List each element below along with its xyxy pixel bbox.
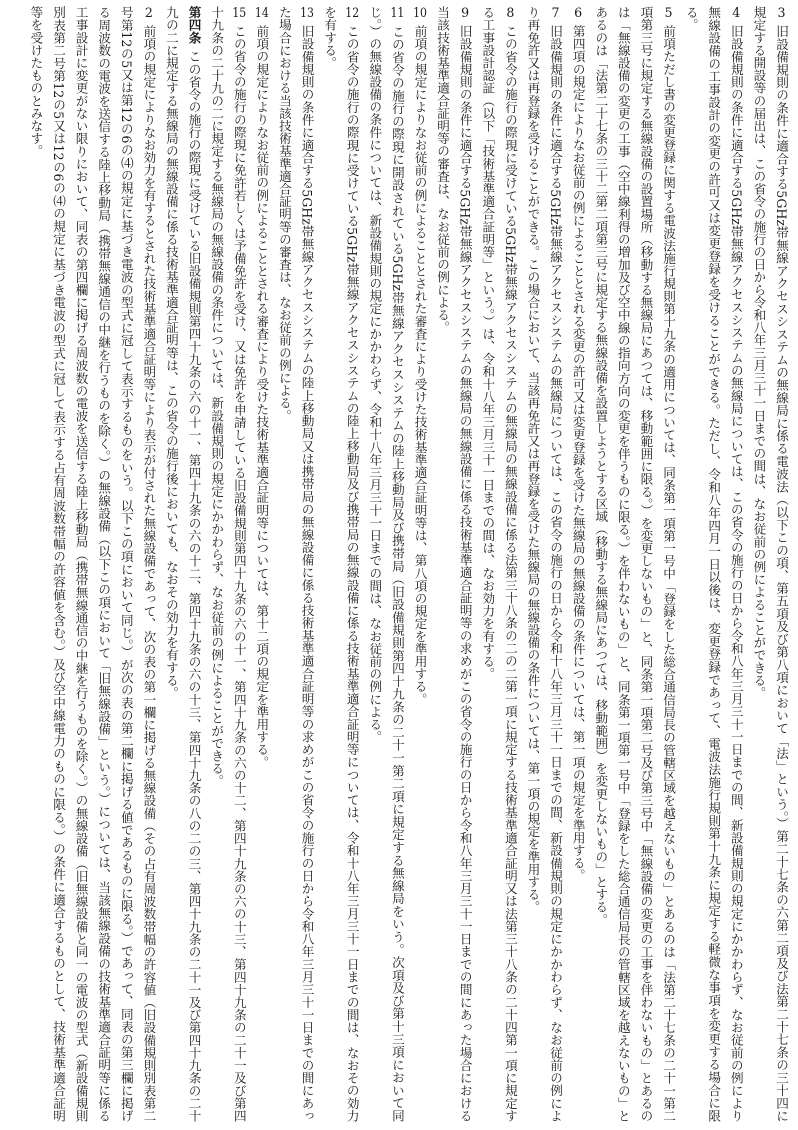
- paragraph-number: 14: [254, 6, 269, 19]
- paragraph-text: 旧設備規則の条件に適合する5GHz帯無線アクセスシステムの無線局については、この省令の施行の日から令和十八年三月三十一日までの間、新設備規則の規定にかかわらず、なお従前の例により再免許又は再登録を受けることができる。この場合において、当該再免許又は再登録を受けた無線局の無線設備の条件については、第一項の規定を準用する。: [525, 6, 564, 1122]
- paragraph-text: 前項の規定によりなお効力を有するとされた技術基準適合証明等により表示が付された無線設備であって、次の表の第一欄に掲げる無線設備（その占有周波数帯幅の許容値（旧設備規則別表第二号第12の5又は第12の6の⑷の規定に基づき電波の型式に冠して表示するものをいう。以下この項において同じ。）が次の表の第二欄に掲げる値であるものに限る。）であって、同表の第三欄に掲げる周波数の電波を送信する陸上移動局（携帯無線通信の中継を行うものを除く。）の無線設備（以下この項において「旧無線設備」という。）については、当該無線設備の技術基準適合証明等に係る工事設計に変更がない限りにおいて、同表の第四欄に掲げる周波数の電波を送信する陸上移動局（携帯無線通信の中継を行うものを除く。）の無線設備（旧無線設備と同一の電波の型式（新設備規則別表第二号第12の5又は12の6の⑷の規定に基づき電波の型式に冠して表示する占有周波数帯幅の許容値を含む。）及び空中線電力のものに限る。）の条件に適合するものとして、技術基準適合証明等を受けたものとみなす。: [28, 6, 157, 1122]
- paragraph-text: この省令の施行の際現に受けている5GHz帯無線アクセスシステムの無線局の無線設備に係る法第三十八条の二の二第一項に規定する技術基準適合証明又は法第三十八条の二十四第一項に規定する工事設計認証（以下「技術基準適合証明等」という。）は、令和十八年三月三十一日までの間は、なお効力を有する。: [480, 6, 518, 1122]
- paragraph-number: 13: [300, 6, 314, 19]
- paragraph: [318, 6, 363, 1122]
- paragraph-text: この省令の施行の際現に受けている5GHz帯無線アクセスシステムの陸上移動局及び携帯局の無線設備に係る技術基準適合証明等については、令和十八年三月三十一日までの間は、なおその効力を有する。: [322, 6, 360, 1122]
- paragraph: [431, 6, 476, 1122]
- paragraph-number: 15: [232, 6, 247, 19]
- paragraph: [589, 6, 679, 1122]
- paragraph-number: 3: [777, 6, 786, 19]
- paragraph: [408, 6, 431, 1122]
- paragraph-text: 旧設備規則の条件に適合する5GHz帯無線アクセスシステムの陸上移動局又は携帯局の無線設備に係る技術基準適合証明等の求めがこの省令の施行の日から令和八年三月三十一日までの間にあった場合における当該技術基準適合証明等の審査は、なお従前の例による。: [276, 6, 315, 1122]
- paragraph-number: 5: [664, 6, 673, 19]
- paragraph: [521, 6, 566, 1122]
- paragraph-number: 12: [345, 6, 360, 19]
- paragraph-text: この省令の施行の際現に免許若しくは予備免許を受け、又は免許を申請している旧設備規則第四十九条の六の十一、第四十九条の六の十二、第四十九条の六の十三、第四十九条の二十一及び第四十九条の二十九の二に規定する無線局の無線設備の条件については、新設備規則の規定にかかわらず、なお従前の例によることができる。: [209, 6, 247, 1122]
- paragraph: [476, 6, 521, 1122]
- paragraph: [679, 6, 747, 1122]
- paragraph: [566, 6, 589, 1122]
- article-label: 第四条: [186, 6, 202, 44]
- paragraph-number: 11: [390, 6, 405, 19]
- paragraph-number: 2: [144, 6, 153, 19]
- paragraph-text: この省令の施行の際現に受けている旧設備規則第四十九条の六の十一、第四十九条の六の十二、第四十九条の六の十三、第四十九条の八の二の三、第四十九条の二十一及び第四十九条の二十九の二に規定する無線局の無線設備に係る技術基準適合証明等は、この省令の施行後においても、なおその効力を有する。: [163, 6, 202, 1123]
- paragraph: [205, 6, 250, 1122]
- paragraph-text: この省令の施行の際現に開設されている5GHz帯無線アクセスシステムの陸上移動局及び携帯局（旧設備規則第四十九条の二十一第二項に規定する無線局をいう。次項及び第十三項において同じ。）の無線設備の条件については、新設備規則の規定にかかわらず、令和十八年三月三十一日までの間は、なお従前の例による。: [367, 6, 405, 1122]
- paragraph: [24, 6, 160, 1122]
- paragraph: [272, 6, 317, 1122]
- paragraph-number: 7: [551, 6, 560, 19]
- paragraph-text: 旧設備規則の条件に適合する5GHz帯無線アクセスシステムの無線局に係る電波法（以下この項、第五項及び第八項において「法」という。）第二十七条の六第二項及び法第二十七条の三十四に規定する開設等の届出は、この省令の施行の日から令和八年三月三十一日までの間は、なお従前の例によることができる。: [751, 6, 789, 1122]
- paragraph-number: 10: [413, 6, 427, 19]
- paragraph-text: 第四項の規定によりなお従前の例によることとされる変更の許可又は変更登録を受けた無線局の無線設備の条件については、第一項の規定を準用する。: [570, 24, 586, 882]
- paragraph: [159, 6, 204, 1122]
- paragraph-text: 前項の規定によりなお従前の例によることとされる審査により受けた技術基準適合証明等については、第十二項の規定を準用する。: [254, 24, 270, 769]
- paragraph-text: 旧設備規則の条件に適合する5GHz帯無線アクセスシステムの無線局の無線設備に係る技術基準適合証明等の求めがこの省令の施行の日から令和八年三月三十一日までの間にあった場合における当該技術基準適合証明等の審査は、なお従前の例による。: [435, 6, 473, 1122]
- paragraph-number: 8: [506, 6, 515, 19]
- paragraph-number: 6: [574, 6, 583, 19]
- paragraph-text: 前項の規定によりなお従前の例によることとされた審査により受けた技術基準適合証明等は、第八項の規定を準用する。: [412, 24, 428, 706]
- paragraph-number: 4: [732, 6, 741, 19]
- paragraph-text: 旧設備規則の条件に適合する5GHz帯無線アクセスシステムの無線局については、この省令の施行の日から令和八年三月三十一日までの間、新設備規則の規定にかかわらず、なお従前の例により無線設備の工事設計の変更の許可又は変更登録を受けることができる。ただし、令和八年四月一日以後は、変更登録であって、電波法施行規則第十九条に規定する軽微な事項を変更する場合に限る。: [683, 6, 744, 1122]
- paragraph: [747, 6, 792, 1122]
- paragraph-text: 前項ただし書の変更登録に関する電波法施行規則第十九条の適用については、同条第一項第一号中「登録をした総合通信局長の管轄区域を越えないもの」とあるのは「法第二十七条の二十一第二項第三号に規定する無線設備の設置場所（移動する無線局にあつては、移動範囲に限る。）を変更しないもの」と、同条第一項第二号及び第三号中「無線設備の変更の工事を伴わないもの」とあるのは「無線設備の変更の工事（空中線利得の増加及び空中線の指向方向の変更を伴うものに限る。）を伴わないもの」と、同条第一項第一号中「登録をした総合通信局長の管轄区域を越えないもの」とあるのは「法第二十七条の三十二第二項第三号に規定する無線設備を設置しようとする区域（移動する無線局にあつては、移動範囲）を変更しないもの」とする。: [593, 6, 677, 1122]
- paragraph: [250, 6, 273, 1122]
- paragraph-number: 9: [461, 6, 470, 19]
- paragraph: [363, 6, 408, 1122]
